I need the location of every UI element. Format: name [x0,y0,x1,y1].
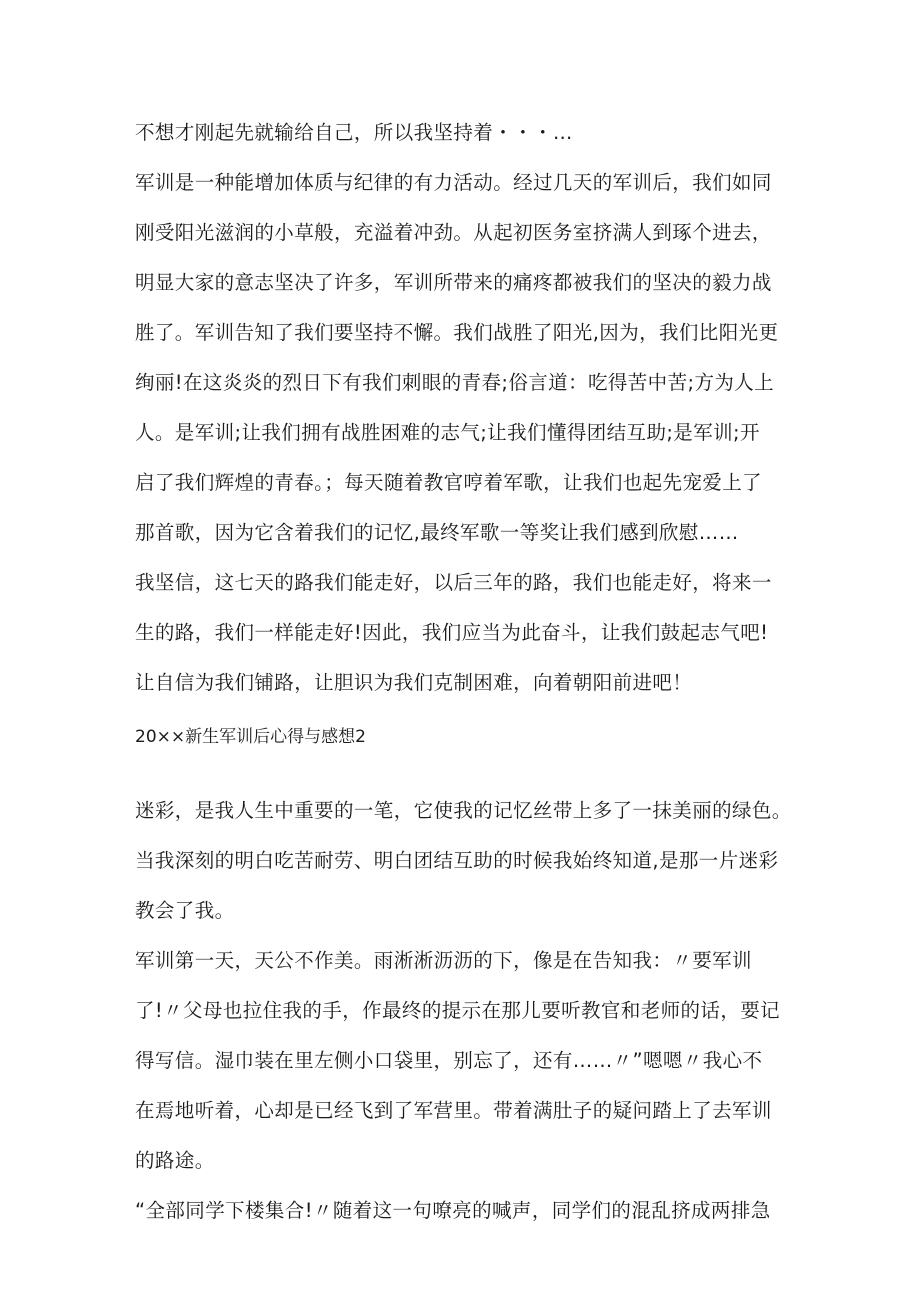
text-line: 军训是一种能增加体质与纪律的有力活动。经过几天的军训后，我们如同 [135,171,772,194]
text-line: 生的路，我们一样能走好!因此，我们应当为此奋斗，让我们鼓起志气吧! [135,621,769,644]
text-line: 教会了我。 [135,899,235,922]
text-line: 军训第一天，天公不作美。雨淅淅沥沥的下，像是在告知我：〃要军训 [135,949,752,972]
text-line: 当我深刻的明白吃苦耐劳、明白团结互助的时候我始终知道,是那一片迷彩 [135,849,779,872]
section-heading: 20××新生军训后心得与感想2 [135,727,366,747]
text-line: 我坚信，这七天的路我们能走好，以后三年的路，我们也能走好，将来一 [135,571,772,594]
text-line: 启了我们辉煌的青春。；每天随着教官哼着军歌，让我们也起先宠爱上了 [135,471,763,494]
text-line: 在焉地听着，心却是已经飞到了军营里。带着满肚子的疑问踏上了去军训 [135,1099,772,1122]
text-line: 那首歌，因为它含着我们的记忆,最终军歌一等奖让我们感到欣慰…… [135,521,739,544]
text-line: 迷彩，是我人生中重要的一笔，它使我的记忆丝带上多了一抹美丽的绿色。 [135,799,792,822]
text-line: 不想才刚起先就输给自己，所以我坚持着・・・… [135,121,573,144]
text-line: 的路途。 [135,1149,215,1172]
text-line: 人。是军训;让我们拥有战胜困难的志气;让我们懂得团结互助;是军训;开 [135,421,760,444]
text-line: 刚受阳光滋润的小草般，充溢着冲劲。从起初医务室挤满人到琢个进去， [135,221,772,244]
text-line: 明显大家的意志坚决了许多，军训所带来的痛疼都被我们的坚决的毅力战 [135,271,772,294]
text-line: 让自信为我们铺路，让胆识为我们克制困难，向着朝阳前进吧！ [135,671,693,694]
text-line: 了!〃父母也拉住我的手，作最终的提示在那儿要听教官和老师的话，要记 [135,999,781,1022]
text-line: 得写信。湿巾装在里左侧小口袋里，别忘了，还有……〃”嗯嗯〃我心不 [135,1049,763,1072]
text-line: “全部同学下楼集合!〃随着这一句嘹亮的喊声，同学们的混乱挤成两排急 [135,1199,771,1222]
text-line: 绚丽!在这炎炎的烈日下有我们刺眼的青春;俗言道：吃得苦中苦;方为人上 [135,371,775,394]
text-line: 胜了。军训告知了我们要坚持不懈。我们战胜了阳光,因为，我们比阳光更 [135,321,779,344]
